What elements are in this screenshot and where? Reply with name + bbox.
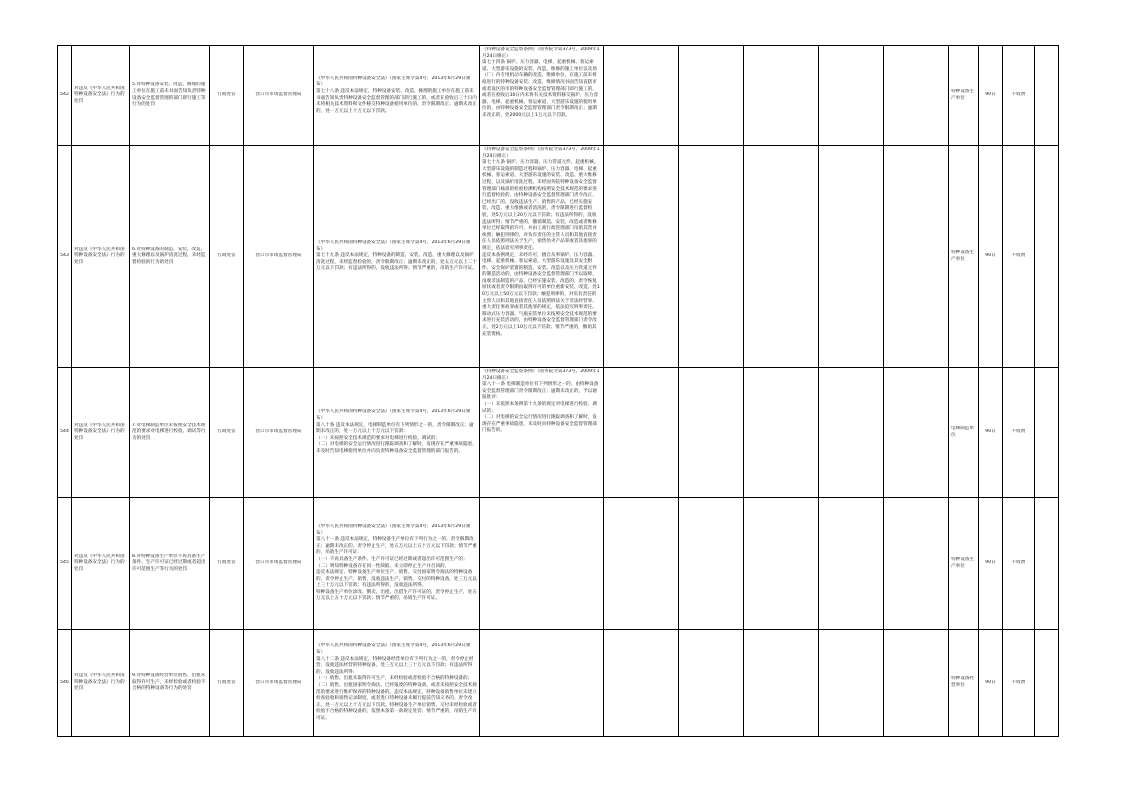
time-limit xyxy=(979,146,1003,368)
fee xyxy=(1003,46,1035,146)
empty-cell xyxy=(604,368,679,498)
subject-text: 特种设备生产单位 xyxy=(951,249,974,262)
department-text: 营口市市场监督管理局 xyxy=(255,92,302,98)
empty-cell xyxy=(884,46,949,146)
department-text: 营口市市场监督管理局 xyxy=(255,253,302,259)
catalog-table xyxy=(57,45,1059,737)
item-name xyxy=(72,368,130,498)
department-text: 营口市市场监督管理局 xyxy=(255,679,302,685)
empty-cell xyxy=(744,630,819,737)
table-row xyxy=(58,368,1059,498)
empty-cell xyxy=(604,630,679,737)
empty-cell xyxy=(1035,630,1059,737)
time-limit-text: 90日 xyxy=(985,560,996,566)
sub-item-text: 6.对特种设备的制造、安装、改造、重大修理以及锅炉清洗过程，未经监督检验的行为的处罚 xyxy=(132,246,206,265)
time-limit xyxy=(979,498,1003,630)
subject xyxy=(949,498,979,630)
item-name xyxy=(72,498,130,630)
subject xyxy=(949,146,979,368)
item-name-text: 对违反《中华人民共和国特种设备安全法》行为的处罚 xyxy=(74,246,125,265)
empty-cell xyxy=(819,146,884,368)
sub-item-text: 8.对特种设备生产单位不再具备生产条件、生产许可证已经过期或者超出许可范围生产等行为的处罚 xyxy=(132,553,206,572)
subject xyxy=(949,630,979,737)
item-name xyxy=(72,46,130,146)
power-type-text: 行政处罚 xyxy=(217,92,236,98)
subject-text: 特种设备生产单位 xyxy=(951,88,974,101)
subject-text: 电梯制造单位 xyxy=(951,425,974,438)
power-type xyxy=(210,498,244,630)
item-name-text: 对违反《中华人民共和国特种设备安全法》行为的处罚 xyxy=(74,673,125,692)
row-number-text: 544 xyxy=(60,429,69,435)
subject-text: 特种设备生产单位 xyxy=(951,556,974,569)
power-type-text: 行政处罚 xyxy=(217,253,236,259)
legal-basis-regulation xyxy=(480,146,604,368)
empty-cell xyxy=(679,146,744,368)
empty-cell xyxy=(884,368,949,498)
empty-cell xyxy=(819,630,884,737)
empty-cell xyxy=(679,498,744,630)
empty-cell xyxy=(1035,46,1059,146)
legal-basis-text: 《中华人民共和国特种设备安全法》（国家主席令第4号，2013年6月29日颁布） 第八十一条 违反本法规定，特种设备生产单位有下列行为之一的，责令限期改正；逾期未改正的，责令停止生产，处五万元以上五十万元以下罚款；情节严重的，吊销生产许可证： （一）不再具备生产条件、生产许可证已经过期或者超出许可范围生产的； （二）明知特种设备存在同一性缺陷，未立即停止生产并召回的。 违反本法规定，特种设备生产单位生产、销售、交付国家明令淘汰的特种设备的，责令停止生产、销售，没收违法生产、销售、交付的特种设备，处三万元以上三十万元以下罚款；有违法所得的，没收违法所得。 特种设备生产单位涂改、倒卖、出租、出借生产许可证的，责令停止生产，处五万元以上五十万元以下罚款；情节严重的，吊销生产许可证。 xyxy=(316,523,477,602)
empty-cell xyxy=(884,146,949,368)
row-number-text: 543 xyxy=(60,253,69,259)
empty-cell xyxy=(744,498,819,630)
sub-item-text: 5.对特种设备安装、改造、修理的施工单位在施工前未书面告知负责特种设备安全监督管理的部门即行施工等行为的处罚 xyxy=(132,82,206,108)
time-limit xyxy=(979,46,1003,146)
empty-cell xyxy=(744,146,819,368)
sub-item-text: 7.对电梯制造单位未按照安全技术规范的要求对电梯进行校验、调试等行为的处罚 xyxy=(132,422,206,441)
legal-basis xyxy=(314,498,480,630)
department-text: 营口市市场监督管理局 xyxy=(255,429,302,435)
row-number-text: 545 xyxy=(60,560,69,566)
legal-basis-text: 《中华人民共和国特种设备安全法》（国家主席令第4号，2013年6月29日颁布） 第八十二条 违反本法规定，特种设备经营单位有下列行为之一的，责令停止经营，没收违法经营的特种设备，处三万元以上三十万元以下罚款；有违法所得的，没收违法所得： （一）销售、出租未取得许可生产，未经检验或者检验不合格的特种设备的；（二）销售、出租国家明令淘汰、已经报废的特种设备，或者未按照安全技术规范的要求进行维护保养的特种设备的。违反本法规定，特种设备销售单位未建立检查验收和销售记录制度，或者进口特种设备未履行提前告知义务的，责令改正，处一万元以上十万元以下罚款。特种设备生产单位销售、交付未经检验或者检验不合格的特种设备的，依照本条第一款规定处罚；情节严重的，吊销生产许可证。 xyxy=(316,643,477,721)
power-type xyxy=(210,146,244,368)
empty-cell xyxy=(679,368,744,498)
fee-text: 不收费 xyxy=(1011,429,1026,435)
empty-cell xyxy=(604,46,679,146)
row-number-text: 546 xyxy=(60,679,69,685)
legal-basis-regulation-text: 《特种设备安全监察条例》（国务院令第373号，2009年1月24日修正） 第七十四条 锅炉、压力容器、电梯、起重机械、客运索道、大型游乐设施的安装、改造、维修的施工单位以及场（厂）内专用机动车辆的改造、维修单位，在施工前未将拟进行的特种设备安装、改造、维修情况书面告知直辖市或者设区的市的特种设备安全监督管理部门即行施工的，或者在验收后30日内未将有关技术资料移交锅炉、压力容器、电梯、起重机械、客运索道、大型游乐设施的使用单位的，由特种设备安全监督管理部门责令限期改正；逾期未改正的，处2000元以上1万元以下罚款。 xyxy=(482,47,600,118)
item-name-text: 对违反《中华人民共和国特种设备安全法》行为的处罚 xyxy=(74,553,125,572)
fee-text: 不收费 xyxy=(1011,253,1026,259)
table-row xyxy=(58,46,1059,146)
legal-basis xyxy=(314,46,480,146)
row-number xyxy=(58,630,72,737)
legal-basis-regulation-text: 《特种设备安全监察条例》（国务院令第373号，2009年1月24日修正） 第七十九条 锅炉、压力容器、压力管道元件、起重机械、大型游乐设施的制造过程和锅炉、压力容器、电梯、起重机械、客运索道、大型游乐设施的安装、改造、重大维修过程，以及锅炉清洗过程，未经国务院特种设备安全监督管理部门核准的检验检测机构按照安全技术规范的要求进行监督检验的，由特种设备安全监督管理部门责令改正，已经出厂的，没收违法生产、销售的产品，已经实施安装、改造、重大维修或者清洗的，责令限期进行监督检验，处5万元以上20万元以下罚款；有违法所得的，没收违法所得；情节严重的，撤销制造、安装、改造或者维修单位已经取得的许可，并由工商行政管理部门吊销其营业执照；触犯刑律的，对负有责任的主管人员和其他直接责任人员依照刑法关于生产、销售伪劣产品罪或者其他罪的规定，依法追究刑事责任。 违反本条例规定，未经许可，擅自从事锅炉、压力容器、电梯、起重机械、客运索道、大型游乐设施及其安全附件、安全保护装置的制造、安装、改造以及压力管道元件的制造活动的，由特种设备安全监督管理部门予以取缔，没收非法制造的产品，已经实施安装、改造的，责令恢复原状或者责令限期由取得许可的单位重新安装、改造，处10万元以上50万元以下罚款；触犯刑律的，对负有责任的主管人员和其他直接责任人员依照刑法关于非法经营罪、重大责任事故罪或者其他罪的规定，依法追究刑事责任。移动式压力容器、气瓶充装单位未按照安全技术规范的要求进行充装活动的，由特种设备安全监督管理部门责令改正，处2万元以上10万元以下罚款；情节严重的，撤销其充装资格。 xyxy=(482,147,600,337)
item-name xyxy=(72,146,130,368)
legal-basis-text: 《中华人民共和国特种设备安全法》（国家主席令第4号，2013年6月29日颁布） 第八十条 违反本法规定，电梯制造单位有下列情形之一的，责令限期改正；逾期未改正的，处一万元以上十万元以下罚款： （一）未按照安全技术规范的要求对电梯进行校验、调试的； （二）对电梯的安全运行情况进行跟踪调查和了解时，发现存在严重事故隐患，未及时告知电梯使用单位并向负责特种设备安全监督管理的部门报告的。 xyxy=(316,409,477,454)
power-type xyxy=(210,368,244,498)
empty-cell xyxy=(884,630,949,737)
time-limit-text: 90日 xyxy=(985,429,996,435)
empty-cell xyxy=(679,46,744,146)
row-number xyxy=(58,498,72,630)
fee-text: 不收费 xyxy=(1011,560,1026,566)
sub-item xyxy=(130,46,210,146)
legal-basis xyxy=(314,630,480,737)
row-number xyxy=(58,146,72,368)
department-text: 营口市市场监督管理局 xyxy=(255,560,302,566)
legal-basis xyxy=(314,368,480,498)
fee-text: 不收费 xyxy=(1011,92,1026,98)
empty-cell xyxy=(819,46,884,146)
sub-item xyxy=(130,146,210,368)
legal-basis-regulation xyxy=(480,630,604,737)
legal-basis xyxy=(314,146,480,368)
department xyxy=(244,368,314,498)
legal-basis-regulation xyxy=(480,498,604,630)
time-limit-text: 90日 xyxy=(985,253,996,259)
item-name-text: 对违反《中华人民共和国特种设备安全法》行为的处罚 xyxy=(74,422,125,441)
table-row xyxy=(58,146,1059,368)
power-type-text: 行政处罚 xyxy=(217,560,236,566)
fee xyxy=(1003,368,1035,498)
legal-basis-regulation xyxy=(480,368,604,498)
time-limit-text: 90日 xyxy=(985,679,996,685)
sub-item xyxy=(130,498,210,630)
time-limit xyxy=(979,368,1003,498)
empty-cell xyxy=(744,368,819,498)
fee-text: 不收费 xyxy=(1011,679,1026,685)
fee xyxy=(1003,146,1035,368)
table-row xyxy=(58,630,1059,737)
sub-item xyxy=(130,630,210,737)
empty-cell xyxy=(679,630,744,737)
empty-cell xyxy=(744,46,819,146)
table-row xyxy=(58,498,1059,630)
legal-basis-text: 《中华人民共和国特种设备安全法》（国家主席令第4号，2013年6月29日颁布） 第七十九条 违反本法规定，特种设备的制造、安装、改造、重大修理以及锅炉清洗过程，未经监督检验的，责令限期改正；逾期未改正的，处五万元以上二十万元以下罚款；有违法所得的，没收违法所得；情节严重的，吊销生产许可证。 xyxy=(316,240,477,272)
empty-cell xyxy=(1035,368,1059,498)
empty-cell xyxy=(884,498,949,630)
sub-item xyxy=(130,368,210,498)
department xyxy=(244,46,314,146)
empty-cell xyxy=(819,498,884,630)
sub-item-text: 9.对特种设备经营单位销售、出租未取得许可生产，未经检验或者检验不合格的特种设备等行为的处罚 xyxy=(132,673,206,692)
subject xyxy=(949,368,979,498)
fee xyxy=(1003,498,1035,630)
empty-cell xyxy=(604,146,679,368)
row-number xyxy=(58,46,72,146)
legal-basis-regulation xyxy=(480,46,604,146)
subject xyxy=(949,46,979,146)
row-number xyxy=(58,368,72,498)
power-type xyxy=(210,630,244,737)
empty-cell xyxy=(604,498,679,630)
power-type xyxy=(210,46,244,146)
subject-text: 特种设备经营单位 xyxy=(951,676,974,688)
row-number-text: 542 xyxy=(60,92,69,98)
department xyxy=(244,630,314,737)
power-type-text: 行政处罚 xyxy=(217,679,236,685)
department xyxy=(244,146,314,368)
legal-basis-regulation-text: 《特种设备安全监察条例》（国务院令第373号，2009年1月24日修正） 第八十一条 电梯制造单位有下列情形之一的，由特种设备安全监督管理部门责令限期改正；逾期未改正的，予以通报批评： （一）未依照本条例第十九条的规定对电梯进行校验、调试的； （二）对电梯的安全运行情况进行跟踪调查和了解时，发现存在严重事故隐患，未及时向特种设备安全监督管理部门报告的。 xyxy=(482,369,600,434)
power-type-text: 行政处罚 xyxy=(217,429,236,435)
empty-cell xyxy=(819,368,884,498)
time-limit xyxy=(979,630,1003,737)
fee xyxy=(1003,630,1035,737)
item-name-text: 对违反《中华人民共和国特种设备安全法》行为的处罚 xyxy=(74,85,125,104)
legal-basis-text: 《中华人民共和国特种设备安全法》（国家主席令第4号，2013年6月29日颁布） 第七十八条 违反本法规定，特种设备安装、改造、修理的施工单位在施工前未书面告知负责特种设备安全监督管理的部门即行施工的，或者在验收后三十日内未将相关技术资料和文件移交特种设备使用单位的，责令限期改正；逾期未改正的，处一万元以上十万元以下罚款。 xyxy=(316,75,477,114)
empty-cell xyxy=(1035,146,1059,368)
empty-cell xyxy=(1035,498,1059,630)
department xyxy=(244,498,314,630)
time-limit-text: 90日 xyxy=(985,92,996,98)
item-name xyxy=(72,630,130,737)
